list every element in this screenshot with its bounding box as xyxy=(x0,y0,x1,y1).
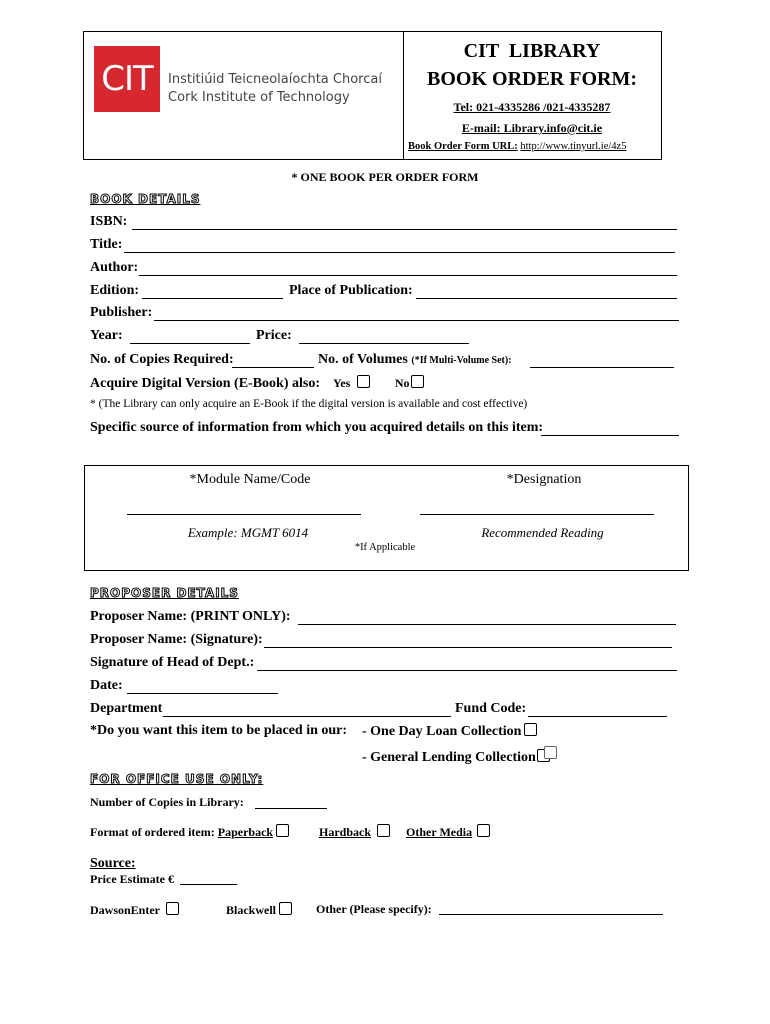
proposer-signature-field[interactable] xyxy=(264,647,672,648)
email-address: E-mail: Library.info@cit.ie xyxy=(461,121,603,135)
digital-yes-checkbox[interactable] xyxy=(357,375,370,388)
price-estimate-label: Price Estimate € xyxy=(90,872,174,886)
year-label: Year: xyxy=(90,328,123,343)
edition-label: Edition: xyxy=(90,283,140,298)
dawson-checkbox[interactable] xyxy=(166,902,179,915)
hardback-label: Hardback xyxy=(319,825,372,839)
other-media-checkbox[interactable] xyxy=(477,824,490,837)
digital-yes-label: Yes xyxy=(332,376,351,390)
format-label: Format of ordered item: xyxy=(90,825,215,839)
volumes-label xyxy=(318,352,512,368)
price-field[interactable] xyxy=(299,343,469,344)
digital-no-label: No xyxy=(394,376,410,390)
source-info-label: Specific source of information from which you acquired details on this item: xyxy=(90,420,544,435)
designation-field[interactable] xyxy=(420,514,654,515)
place-label: Place of Publication: xyxy=(289,283,413,298)
one-day-loan-label: - One Day Loan Collection xyxy=(362,724,522,739)
digital-no-checkbox[interactable] xyxy=(411,375,424,388)
date-label: Date: xyxy=(90,678,123,693)
price-estimate-field[interactable] xyxy=(180,884,237,885)
title-field[interactable] xyxy=(124,252,675,253)
other-media-option xyxy=(406,824,490,840)
blackwell-checkbox[interactable] xyxy=(279,902,292,915)
phone-numbers: Tel: 021-4335286 /021-4335287 xyxy=(453,100,611,114)
paperback-checkbox[interactable] xyxy=(276,824,289,837)
module-name-label: *Module Name/Code xyxy=(189,472,311,487)
fund-code-label: Fund Code: xyxy=(455,701,527,716)
paperback-label: Paperback xyxy=(217,825,274,839)
blackwell-label: Blackwell xyxy=(226,903,276,917)
hardback-checkbox[interactable] xyxy=(377,824,390,837)
designation-label: *Designation xyxy=(506,472,582,487)
form-url-line xyxy=(408,141,626,152)
cit-logo xyxy=(94,46,160,112)
department-field[interactable] xyxy=(163,716,451,717)
office-use-heading: FOR OFFICE USE ONLY: xyxy=(90,772,264,786)
head-signature-label: Signature of Head of Dept.: xyxy=(90,655,255,670)
url-label: Book Order Form URL: xyxy=(408,141,518,152)
one-book-note: * ONE BOOK PER ORDER FORM xyxy=(291,170,479,184)
module-example: Example: MGMT 6014 xyxy=(187,525,309,540)
form-title-line2: BOOK ORDER FORM: xyxy=(427,68,637,90)
dawson-option xyxy=(90,902,179,918)
volumes-note: (*If Multi-Volume Set): xyxy=(411,355,512,366)
digital-label: Acquire Digital Version (E-Book) also: xyxy=(90,376,320,391)
place-field[interactable] xyxy=(416,298,677,299)
book-details-heading: BOOK DETAILS xyxy=(90,192,201,206)
if-applicable-note: *If Applicable xyxy=(354,542,416,553)
hardback-option xyxy=(319,824,390,840)
year-field[interactable] xyxy=(130,343,250,344)
general-lending-option xyxy=(362,746,557,766)
form-title-line1: CIT LIBRARY xyxy=(463,40,601,62)
edition-field[interactable] xyxy=(142,298,283,299)
publisher-label: Publisher: xyxy=(90,305,153,320)
volumes-field[interactable] xyxy=(530,367,674,368)
publisher-field[interactable] xyxy=(154,320,679,321)
copies-label: No. of Copies Required: xyxy=(90,352,234,367)
isbn-field[interactable] xyxy=(132,229,677,230)
department-label: Department xyxy=(90,701,163,716)
format-row xyxy=(90,824,289,840)
general-lending-label: - General Lending Collection xyxy=(362,750,536,765)
logo-text: CIT xyxy=(101,59,153,99)
copies-in-library-label: Number of Copies in Library: xyxy=(90,795,244,809)
date-field[interactable] xyxy=(127,693,278,694)
other-supplier-field[interactable] xyxy=(439,914,663,915)
source-heading: Source: xyxy=(90,856,136,871)
blackwell-option xyxy=(226,902,292,918)
title-label: Title: xyxy=(90,237,123,252)
digital-note: * (The Library can only acquire an E-Book if the digital version is available and cost effective) xyxy=(90,398,528,410)
author-field[interactable] xyxy=(139,275,677,276)
proposer-print-label: Proposer Name: (PRINT ONLY): xyxy=(90,609,291,624)
copies-field[interactable] xyxy=(232,367,314,368)
other-media-label: Other Media xyxy=(406,825,473,839)
proposer-print-field[interactable] xyxy=(298,624,676,625)
source-info-field[interactable] xyxy=(541,435,679,436)
form-url-link[interactable]: http://www.tinyurl.ie/4z5 xyxy=(520,141,627,152)
price-label: Price: xyxy=(256,328,292,343)
fund-code-field[interactable] xyxy=(528,716,667,717)
general-lending-checkbox-shadow xyxy=(544,746,557,759)
isbn-label: ISBN: xyxy=(90,214,128,229)
copies-in-library-field[interactable] xyxy=(255,808,327,809)
module-name-field[interactable] xyxy=(127,514,361,515)
author-label: Author: xyxy=(90,260,139,275)
institute-name-irish: Institiúid Teicneolaíochta Chorcaí xyxy=(168,72,382,87)
one-day-loan-option xyxy=(362,723,537,740)
institute-name-english: Cork Institute of Technology xyxy=(168,90,350,105)
volumes-text: No. of Volumes xyxy=(318,352,408,367)
digital-version-row xyxy=(90,375,424,392)
placement-question: *Do you want this item to be placed in our: xyxy=(90,723,348,738)
designation-example: Recommended Reading xyxy=(481,525,604,540)
proposer-heading: PROPOSER DETAILS xyxy=(90,586,239,600)
proposer-signature-label: Proposer Name: (Signature): xyxy=(90,632,263,647)
one-day-loan-checkbox[interactable] xyxy=(524,723,537,736)
head-signature-field[interactable] xyxy=(257,670,677,671)
other-supplier-label: Other (Please specify): xyxy=(316,902,432,916)
dawson-label: DawsonEnter xyxy=(90,903,161,917)
